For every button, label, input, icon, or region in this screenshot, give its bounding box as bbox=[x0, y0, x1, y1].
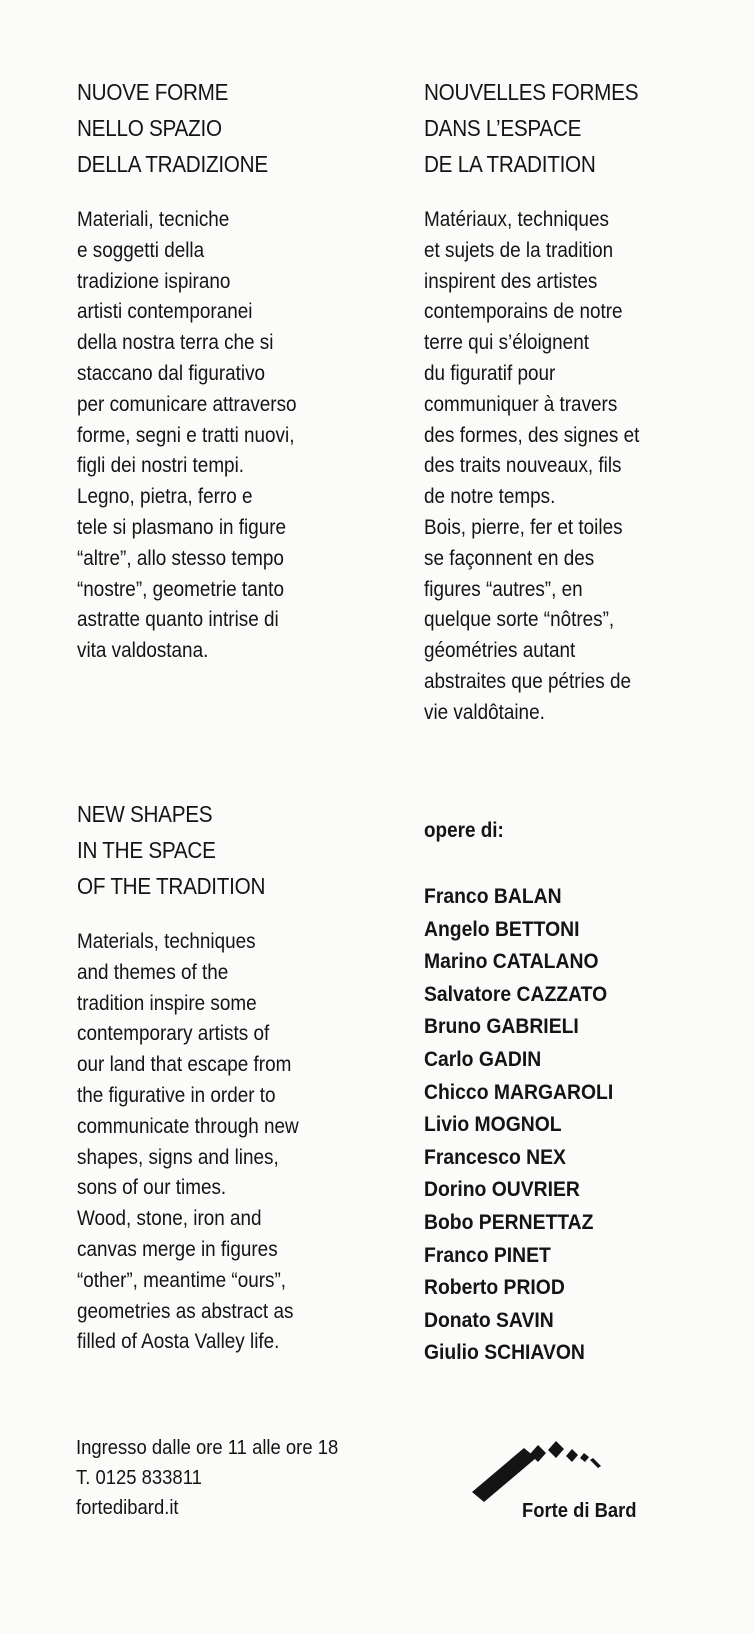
works-label: opere di: bbox=[424, 819, 504, 842]
website-link[interactable]: fortedibard.it bbox=[76, 1496, 179, 1519]
artist-name: Giulio SCHIAVON bbox=[424, 1340, 585, 1365]
text-line: Wood, stone, iron and bbox=[77, 1207, 262, 1231]
text-line: Matériaux, techniques bbox=[424, 208, 609, 231]
english-heading bbox=[77, 796, 265, 904]
artist-name: Roberto PRIOD bbox=[424, 1275, 565, 1300]
artist-name: Franco PINET bbox=[424, 1242, 551, 1267]
forte-di-bard-logo bbox=[470, 1440, 670, 1530]
text-line: e soggetti della bbox=[77, 238, 205, 262]
text-line: se façonnent en des bbox=[424, 546, 595, 570]
text-line: astratte quanto intrise di bbox=[77, 608, 279, 632]
english-body bbox=[77, 927, 299, 1358]
text-line: and themes of the bbox=[77, 960, 229, 984]
text-line: “nostre”, geometrie tanto bbox=[77, 577, 284, 601]
text-line: tele si plasmano in figure bbox=[77, 515, 287, 539]
text-line: du figuratif pour bbox=[424, 361, 556, 385]
text-line: filled of Aosta Valley life. bbox=[77, 1330, 280, 1354]
text-line: géométries autant bbox=[424, 639, 576, 663]
italian-body bbox=[77, 205, 297, 667]
french-body bbox=[424, 205, 639, 729]
french-heading bbox=[424, 74, 638, 182]
text-line: forme, segni e tratti nuovi, bbox=[77, 423, 295, 447]
artist-name: Angelo BETTONI bbox=[424, 916, 580, 941]
artist-name: Salvatore CAZZATO bbox=[424, 981, 608, 1006]
artists-list bbox=[424, 880, 613, 1369]
text-line: shapes, signs and lines, bbox=[77, 1145, 279, 1169]
text-line: “other”, meantime “ours”, bbox=[77, 1268, 287, 1292]
artist-name: Donato SAVIN bbox=[424, 1307, 554, 1332]
text-line: the figurative in order to bbox=[77, 1083, 276, 1107]
text-line: della nostra terra che si bbox=[77, 331, 274, 355]
text-line: “altre”, allo stesso tempo bbox=[77, 546, 284, 570]
text-line: et sujets de la tradition bbox=[424, 238, 614, 262]
text-line: contemporains de notre bbox=[424, 300, 623, 324]
italian-heading-line: NELLO SPAZIO bbox=[77, 115, 222, 141]
french-heading-line: DE LA TRADITION bbox=[424, 151, 596, 177]
text-line: Materiali, tecniche bbox=[77, 208, 230, 231]
text-line: per comunicare attraverso bbox=[77, 392, 297, 416]
text-line: Materials, techniques bbox=[77, 930, 256, 953]
artist-name: Francesco NEX bbox=[424, 1144, 566, 1169]
artist-name: Chicco MARGAROLI bbox=[424, 1079, 614, 1104]
text-line: Bois, pierre, fer et toiles bbox=[424, 515, 623, 539]
phone-number: T. 0125 833811 bbox=[76, 1466, 202, 1489]
text-line: abstraites que pétries de bbox=[424, 669, 631, 693]
text-line: inspirent des artistes bbox=[424, 269, 598, 293]
logo-name: Forte di Bard bbox=[522, 1500, 637, 1522]
artist-name: Bobo PERNETTAZ bbox=[424, 1209, 594, 1234]
text-line: vie valdôtaine. bbox=[424, 700, 545, 724]
text-line: des traits nouveaux, fils bbox=[424, 454, 622, 478]
text-line: figli dei nostri tempi. bbox=[77, 454, 245, 478]
text-line: de notre temps. bbox=[424, 485, 556, 509]
italian-heading bbox=[77, 74, 268, 182]
english-heading-line: OF THE TRADITION bbox=[77, 873, 266, 899]
artist-name: Marino CATALANO bbox=[424, 949, 599, 974]
text-line: sons of our times. bbox=[77, 1176, 227, 1200]
text-line: geometries as abstract as bbox=[77, 1299, 294, 1323]
text-line: staccano dal figurativo bbox=[77, 361, 266, 385]
artist-name: Carlo GADIN bbox=[424, 1046, 542, 1071]
text-line: terre qui s’éloignent bbox=[424, 331, 589, 355]
french-heading-line: NOUVELLES FORMES bbox=[424, 79, 639, 105]
artist-name: Franco BALAN bbox=[424, 884, 562, 908]
opening-hours: Ingresso dalle ore 11 alle ore 18 bbox=[76, 1436, 339, 1459]
text-line: quelque sorte “nôtres”, bbox=[424, 608, 615, 632]
text-line: Legno, pietra, ferro e bbox=[77, 485, 253, 509]
text-line: tradizione ispirano bbox=[77, 269, 231, 293]
english-heading-line: NEW SHAPES bbox=[77, 801, 213, 827]
text-line: canvas merge in figures bbox=[77, 1237, 278, 1261]
italian-heading-line: DELLA TRADIZIONE bbox=[77, 151, 268, 177]
english-heading-line: IN THE SPACE bbox=[77, 837, 216, 863]
text-line: figures “autres”, en bbox=[424, 577, 583, 601]
text-line: communicate through new bbox=[77, 1114, 299, 1138]
text-line: des formes, des signes et bbox=[424, 423, 640, 447]
text-line: artisti contemporanei bbox=[77, 300, 253, 324]
text-line: communiquer à travers bbox=[424, 392, 618, 416]
french-heading-line: DANS L’ESPACE bbox=[424, 115, 582, 141]
artist-name: Bruno GABRIELI bbox=[424, 1014, 579, 1039]
artist-name: Livio MOGNOL bbox=[424, 1112, 562, 1137]
artist-name: Dorino OUVRIER bbox=[424, 1177, 580, 1202]
italian-heading-line: NUOVE FORME bbox=[77, 79, 229, 105]
text-line: tradition inspire some bbox=[77, 991, 257, 1015]
text-line: our land that escape from bbox=[77, 1053, 292, 1077]
text-line: vita valdostana. bbox=[77, 639, 209, 663]
visitor-info bbox=[76, 1433, 338, 1523]
text-line: contemporary artists of bbox=[77, 1022, 270, 1046]
